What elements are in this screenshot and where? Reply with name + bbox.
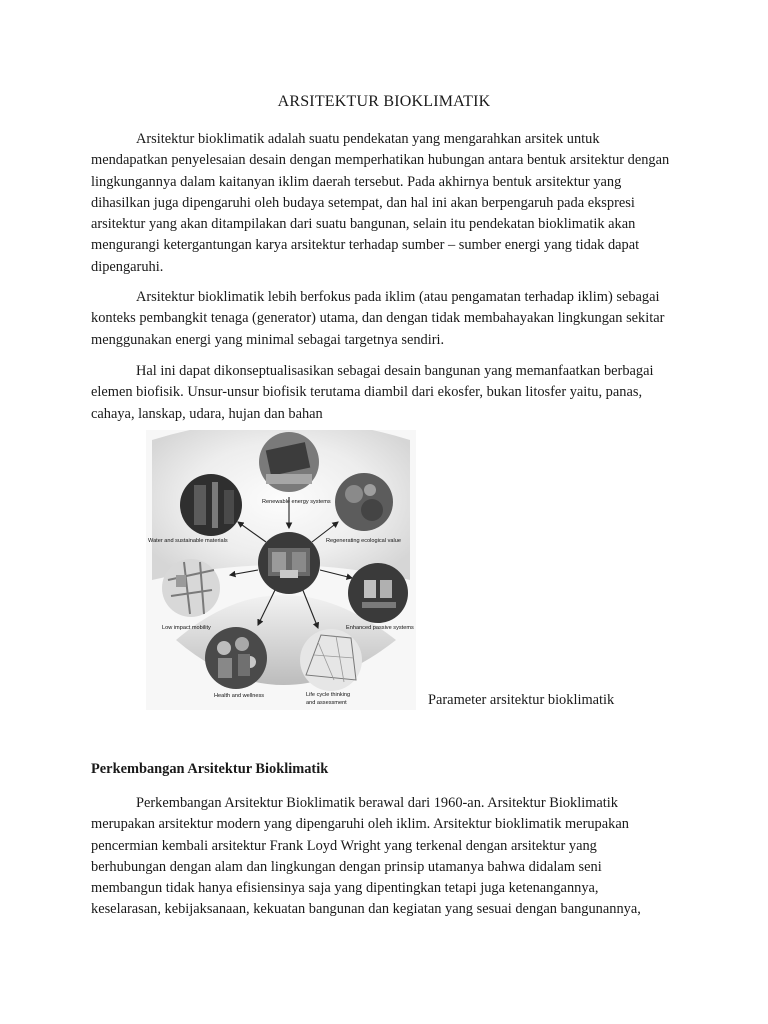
label-renewable: Renewable energy systems — [262, 499, 331, 505]
paragraph-3: Hal ini dapat dikonseptualisasikan sebagai desain bangunan yang memanfaatkan berbagai elemen biofisik. Unsur-unsur biofisik terutama diambil dari ekosfer, bukan litosfer yaitu, panas, cahaya, lanskap, udara, hujan dan bahan — [91, 363, 654, 422]
label-health: Health and wellness — [214, 693, 265, 699]
renewable-energy-photo — [259, 432, 319, 492]
passive-systems-photo — [348, 563, 408, 623]
label-mobility: Low impact mobility — [162, 625, 211, 631]
paragraph-2: Arsitektur bioklimatik lebih berfokus pada iklim (atau pengamatan terhadap iklim) sebagai konteks pembangkit tenaga (generator) utama, dan dengan tidak membahayakan lingkungan sekitar menggunakan energi yang minimal sebagai targetnya sendiri. — [91, 289, 665, 348]
center-hub-photo — [258, 532, 320, 594]
section-heading: Perkembangan Arsitektur Bioklimatik — [91, 761, 329, 777]
water-materials-photo — [180, 474, 242, 536]
paragraph-1: Arsitektur bioklimatik adalah suatu pendekatan yang mengarahkan arsitek untuk mendapatkan penyelesaian desain dengan memperhatikan hubungan antara bentuk arsitektur dengan lingkungannya dalam kaitanyan iklim daerah tersebut. Pada akhirnya bentuk arsitektur yang dihasilkan juga dipengaruhi oleh budaya setempat, dan hal ini akan berpengaruh pada ekspresi arsitektur yang akan ditampilakan dari suatu bangunan, selain itu pendekatan bioklimatik akan mengurangi ketergantungan karya arsitektur terhadap sumber – sumber energi yang tidak dapat dipengaruhi. — [91, 131, 670, 275]
label-lifecycle-2: and assessment — [306, 700, 347, 706]
label-lifecycle-1: Life cycle thinking — [306, 692, 351, 698]
document-title: ARSITEKTUR BIOKLIMATIK — [277, 93, 491, 110]
label-passive: Enhanced passive systems — [346, 625, 414, 631]
life-cycle-photo — [300, 629, 362, 691]
mobility-photo — [162, 559, 220, 617]
health-wellness-photo — [205, 627, 267, 689]
bioclimatic-parameters-figure — [146, 430, 416, 710]
label-regenerating: Regenerating ecological value — [326, 538, 401, 544]
label-water: Water and sustainable materials — [148, 538, 228, 544]
ecological-value-photo — [335, 473, 393, 531]
figure-caption: Parameter arsitektur bioklimatik — [428, 692, 615, 708]
section-paragraph: Perkembangan Arsitektur Bioklimatik berawal dari 1960-an. Arsitektur Bioklimatik merupakan arsitektur modern yang dipengaruhi oleh iklim. Arsitektur bioklimatik merupakan pencermian kembali arsitektur Frank Loyd Wright yang terkenal dengan arsitektur yang berhubungan dengan alam dan lingkungan dengan prinsip utamanya bahwa didalam seni membangun tidak hanya efisiensinya saja yang dipentingkan tetapi juga ketenangannya, keselarasan, kebijaksanaan, kekuatan bangunan dan kegiatan yang sesuai dengan bangunannya, — [91, 795, 641, 918]
figure-diagram — [146, 430, 416, 710]
